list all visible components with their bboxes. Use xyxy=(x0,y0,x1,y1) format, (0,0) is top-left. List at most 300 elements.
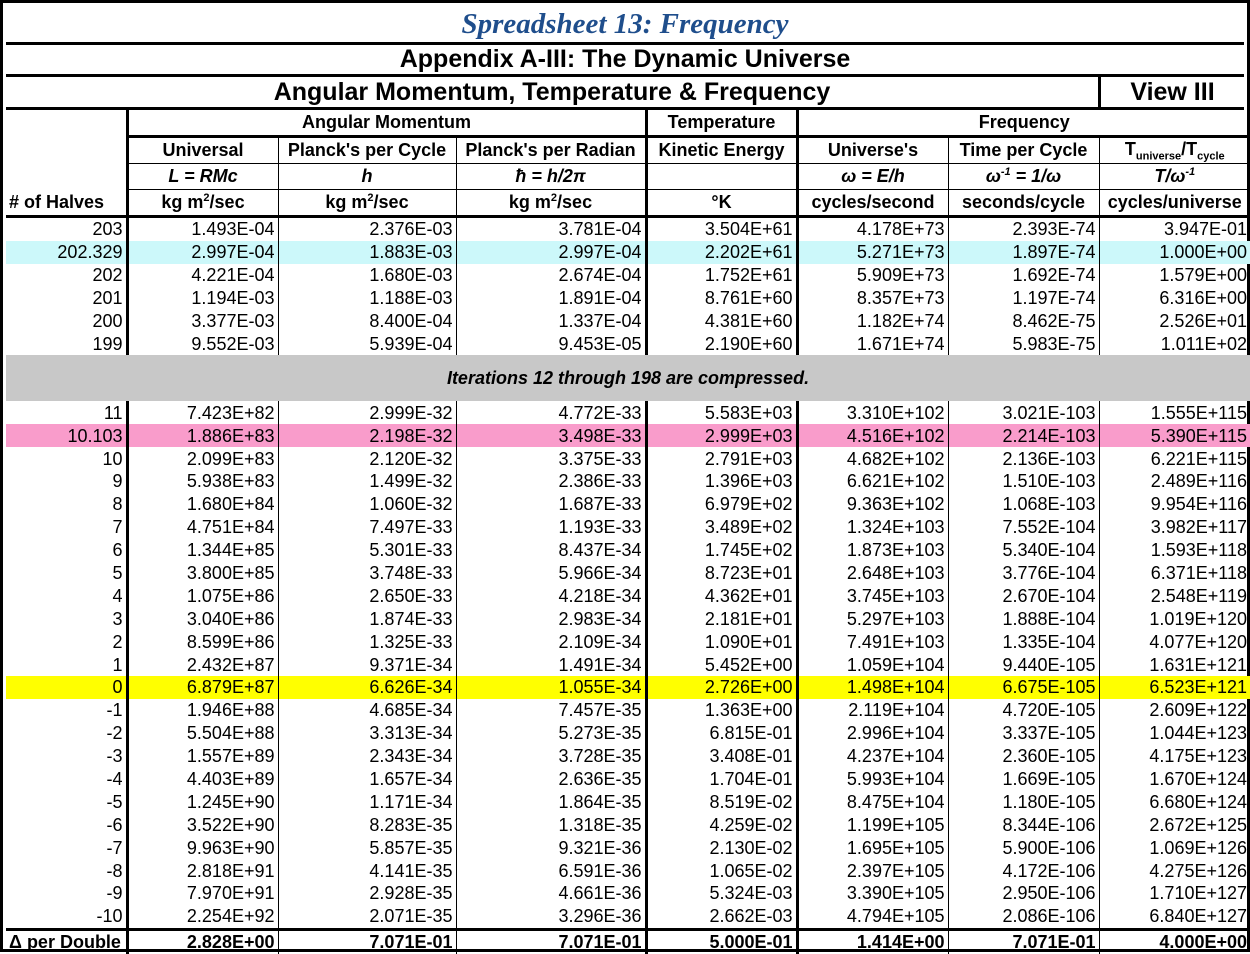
table-cell: 2.086E-106 xyxy=(948,905,1099,929)
section-subtitle xyxy=(6,77,1244,110)
row-halves-cell: 8 xyxy=(6,493,127,516)
page-title: Spreadsheet 13: Frequency xyxy=(6,6,1244,45)
table-cell: 8.475E+104 xyxy=(797,790,948,813)
table-row xyxy=(6,607,1250,630)
row-halves-cell: 1 xyxy=(6,653,127,676)
table-cell: 4.751E+84 xyxy=(127,516,278,539)
footer-cell: 7.071E-01 xyxy=(278,929,456,954)
table-cell: 1.657E-34 xyxy=(278,768,456,791)
table-cell: 4.172E-106 xyxy=(948,859,1099,882)
row-halves-cell: 203 xyxy=(6,217,127,241)
table-cell: 2.120E-32 xyxy=(278,447,456,470)
table-row xyxy=(6,882,1250,905)
table-cell: 2.928E-35 xyxy=(278,882,456,905)
table-cell: 1.044E+123 xyxy=(1149,723,1248,744)
table-cell: 5.301E-33 xyxy=(278,539,456,562)
table-row xyxy=(6,516,1250,539)
table-cell: 2.181E+01 xyxy=(646,607,797,630)
row-halves-cell: 5 xyxy=(6,562,127,585)
table-cell: 1.075E+86 xyxy=(127,584,278,607)
table-cell: 2.950E-106 xyxy=(948,882,1099,905)
table-cell: 1.555E+115 xyxy=(1150,402,1248,423)
table-row xyxy=(6,745,1250,768)
table-cell: 1.396E+03 xyxy=(646,470,797,493)
table-cell: 1.199E+105 xyxy=(797,813,948,836)
table-cell: 3.982E+117 xyxy=(1150,517,1248,538)
table-cell: 1.363E+00 xyxy=(646,699,797,722)
row-halves-cell: -1 xyxy=(6,699,127,722)
footer-cell: 7.071E-01 xyxy=(948,929,1099,954)
row-halves-cell: -2 xyxy=(6,722,127,745)
table-cell: 2.999E+03 xyxy=(646,424,797,447)
header-kinetic-energy: Kinetic Energy xyxy=(646,137,797,164)
table-cell: 6.675E-105 xyxy=(948,676,1099,699)
table-cell: 4.221E-04 xyxy=(127,264,278,287)
table-cell: 1.060E-32 xyxy=(278,493,456,516)
table-cell: 1.680E-03 xyxy=(278,264,456,287)
table-cell: 1.324E+103 xyxy=(797,516,948,539)
table-row xyxy=(6,836,1250,859)
footer-cell: 1.414E+00 xyxy=(797,929,948,954)
table-cell: 6.591E-36 xyxy=(456,859,646,882)
row-halves-cell: -8 xyxy=(6,859,127,882)
table-cell: 3.310E+102 xyxy=(797,401,948,424)
table-cell: 8.761E+60 xyxy=(646,287,797,310)
table-cell: 1.318E-35 xyxy=(456,813,646,836)
table-cell: 3.498E-33 xyxy=(456,424,646,447)
table-cell: 5.857E-35 xyxy=(278,836,456,859)
table-cell: 1.680E+84 xyxy=(127,493,278,516)
view-label: View III xyxy=(1098,77,1244,107)
header-plancks-cycle: Planck's per Cycle xyxy=(278,137,456,164)
table-cell: 1.344E+85 xyxy=(127,539,278,562)
table-cell: 4.259E-02 xyxy=(646,813,797,836)
table-cell: 2.726E+00 xyxy=(646,676,797,699)
table-cell: 9.321E-36 xyxy=(456,836,646,859)
table-cell: 9.453E-05 xyxy=(456,332,646,355)
table-cell: 1.019E+120 xyxy=(1149,608,1248,629)
table-cell: 7.552E-104 xyxy=(948,516,1099,539)
table-row xyxy=(6,722,1250,745)
table-row xyxy=(6,447,1250,470)
table-cell: 4.275E+126 xyxy=(1149,860,1248,881)
table-cell: 2.109E-34 xyxy=(456,630,646,653)
table-cell: 1.946E+88 xyxy=(127,699,278,722)
table-cell: 2.099E+83 xyxy=(127,447,278,470)
table-cell: 2.791E+03 xyxy=(646,447,797,470)
table-cell: 1.864E-35 xyxy=(456,790,646,813)
table-cell: 1.180E-105 xyxy=(948,790,1099,813)
table-cell: 1.692E-74 xyxy=(948,264,1099,287)
table-cell: 1.245E+90 xyxy=(127,790,278,813)
table-cell: 1.874E-33 xyxy=(278,607,456,630)
unit-universal: kg $m^2/\sec$ xyxy=(127,190,278,217)
unit-plancks-radian: kg $m^2/\sec$ xyxy=(456,190,646,217)
table-cell: 1.337E-04 xyxy=(456,310,646,333)
table-cell: 3.408E-01 xyxy=(646,745,797,768)
table-cell: 1.593E+118 xyxy=(1150,540,1248,561)
table-cell: 1.194E-03 xyxy=(127,287,278,310)
table-cell: 8.519E-02 xyxy=(646,790,797,813)
table-cell: 5.909E+73 xyxy=(797,264,948,287)
table-cell: 1.897E-74 xyxy=(948,241,1099,264)
row-halves-cell: -5 xyxy=(6,790,127,813)
row-halves-cell: 11 xyxy=(6,401,127,424)
table-cell: 1.891E-04 xyxy=(456,287,646,310)
table-cell: 5.966E-34 xyxy=(456,562,646,585)
table-cell: 5.504E+88 xyxy=(127,722,278,745)
table-cell: 3.375E-33 xyxy=(456,447,646,470)
table-row xyxy=(6,630,1250,653)
table-cell: 2.670E-104 xyxy=(948,584,1099,607)
table-cell: 4.720E-105 xyxy=(948,699,1099,722)
table-cell: 3.800E+85 xyxy=(127,562,278,585)
row-halves-cell: 7 xyxy=(6,516,127,539)
table-cell: 3.489E+02 xyxy=(646,516,797,539)
table-cell: 6.371E+118 xyxy=(1150,563,1248,584)
header-plancks-radian: Planck's per Radian xyxy=(456,137,646,164)
row-halves-cell: 10.103 xyxy=(6,424,127,447)
formula-universal: L = RMc xyxy=(127,164,278,190)
table-cell: 3.313E-34 xyxy=(278,722,456,745)
row-halves-cell: -4 xyxy=(6,768,127,791)
table-cell: 1.510E-103 xyxy=(948,470,1099,493)
table-cell: 5.271E+73 xyxy=(797,241,948,264)
row-halves-cell: -3 xyxy=(6,745,127,768)
table-cell: 5.324E-03 xyxy=(646,882,797,905)
table-cell: 6.523E+121 xyxy=(1099,676,1250,699)
table-cell: 4.175E+123 xyxy=(1149,746,1248,767)
table-cell: 6.815E-01 xyxy=(646,722,797,745)
table-cell: 6.879E+87 xyxy=(127,676,278,699)
formula-universes: ω = E/h xyxy=(797,164,948,190)
table-cell: 4.516E+102 xyxy=(797,424,948,447)
table-row xyxy=(6,401,1250,424)
table-cell: 3.504E+61 xyxy=(646,217,797,241)
table-cell: 2.674E-04 xyxy=(456,264,646,287)
table-row xyxy=(6,905,1250,929)
table-cell: 1.197E-74 xyxy=(948,287,1099,310)
table-cell: 3.021E-103 xyxy=(948,401,1099,424)
table-cell: 4.237E+104 xyxy=(797,745,948,768)
table-cell: 5.297E+103 xyxy=(797,607,948,630)
table-cell: 1.491E-34 xyxy=(456,653,646,676)
table-cell: 1.011E+02 xyxy=(1160,333,1248,354)
table-cell: 5.939E-04 xyxy=(278,332,456,355)
table-cell: 2.071E-35 xyxy=(278,905,456,929)
table-cell: 1.069E+126 xyxy=(1149,837,1248,858)
table-cell: 2.136E-103 xyxy=(948,447,1099,470)
table-cell: 1.745E+02 xyxy=(646,539,797,562)
table-cell: 1.188E-03 xyxy=(278,287,456,310)
table-cell: 2.636E-35 xyxy=(456,768,646,791)
table-cell: 6.680E+124 xyxy=(1149,791,1248,812)
table-cell: 3.781E-04 xyxy=(456,217,646,241)
table-cell: 1.886E+83 xyxy=(127,424,278,447)
table-cell: 4.362E+01 xyxy=(646,584,797,607)
header-universal: Universal xyxy=(127,137,278,164)
table-cell: 4.661E-36 xyxy=(456,882,646,905)
table-row xyxy=(6,653,1250,676)
appendix-title: Appendix A-III: The Dynamic Universe xyxy=(6,45,1244,77)
table-cell: 1.068E-103 xyxy=(948,493,1099,516)
row-halves-cell: 0 xyxy=(6,676,127,699)
table-row xyxy=(6,768,1250,791)
table-cell: 1.059E+104 xyxy=(797,653,948,676)
table-cell: 3.040E+86 xyxy=(127,607,278,630)
table-cell: 4.077E+120 xyxy=(1149,631,1248,652)
table-cell: 5.938E+83 xyxy=(127,470,278,493)
table-cell: 6.621E+102 xyxy=(797,470,948,493)
table-cell: 1.704E-01 xyxy=(646,768,797,791)
table-cell: 9.440E-105 xyxy=(948,653,1099,676)
row-halves-cell: 2 xyxy=(6,630,127,653)
table-row xyxy=(6,699,1250,722)
table-cell: 7.423E+82 xyxy=(127,401,278,424)
table-row xyxy=(6,539,1250,562)
table-cell: 3.377E-03 xyxy=(127,310,278,333)
subtitle-text: Angular Momentum, Temperature & Frequency xyxy=(273,78,831,106)
table-cell: 1.883E-03 xyxy=(278,241,456,264)
table-cell: 5.273E-35 xyxy=(456,722,646,745)
table-cell: 1.888E-104 xyxy=(948,607,1099,630)
table-cell: 2.214E-103 xyxy=(948,424,1099,447)
table-cell: 2.609E+122 xyxy=(1149,700,1248,721)
table-cell: 1.335E-104 xyxy=(948,630,1099,653)
table-cell: 2.397E+105 xyxy=(797,859,948,882)
table-cell: 2.343E-34 xyxy=(278,745,456,768)
row-halves-cell: -6 xyxy=(6,813,127,836)
header-universes: Universe's xyxy=(797,137,948,164)
table-cell: 2.119E+104 xyxy=(797,699,948,722)
unit-kelvin: °K xyxy=(646,190,797,217)
table-cell: 1.055E-34 xyxy=(456,676,646,699)
table-cell: 7.497E-33 xyxy=(278,516,456,539)
header-halves: # of Halves xyxy=(6,190,127,217)
table-row xyxy=(6,264,1250,287)
formula-plancks-cycle: h xyxy=(278,164,456,190)
table-cell: 1.193E-33 xyxy=(456,516,646,539)
table-cell: 2.202E+61 xyxy=(646,241,797,264)
table-cell: 2.489E+116 xyxy=(1150,471,1248,492)
table-cell: 2.198E-32 xyxy=(278,424,456,447)
table-cell: 2.130E-02 xyxy=(646,836,797,859)
table-cell: 1.325E-33 xyxy=(278,630,456,653)
table-cell: 1.000E+00 xyxy=(1099,241,1250,264)
table-cell: 2.386E-33 xyxy=(456,470,646,493)
row-halves-cell: 3 xyxy=(6,607,127,630)
table-cell: 1.695E+105 xyxy=(797,836,948,859)
table-cell: 9.954E+116 xyxy=(1150,494,1248,515)
row-halves-cell: 202 xyxy=(6,264,127,287)
row-halves-cell: 10 xyxy=(6,447,127,470)
table-cell: 3.745E+103 xyxy=(797,584,948,607)
row-halves-cell: 6 xyxy=(6,539,127,562)
footer-cell: 2.828E+00 xyxy=(127,929,278,954)
table-cell: 2.818E+91 xyxy=(127,859,278,882)
table-cell: 2.997E-04 xyxy=(127,241,278,264)
formula-time-per-cycle: $\omega^{-1} = 1/\omega$ xyxy=(948,164,1099,190)
row-halves-cell: -9 xyxy=(6,882,127,905)
table-row xyxy=(6,310,1250,333)
table-cell: 2.376E-03 xyxy=(278,217,456,241)
table-row xyxy=(6,470,1250,493)
table-cell: 2.393E-74 xyxy=(948,217,1099,241)
table-cell: 8.357E+73 xyxy=(797,287,948,310)
footer-cell: 7.071E-01 xyxy=(456,929,646,954)
footer-cell: 5.000E-01 xyxy=(646,929,797,954)
table-cell: 3.337E-105 xyxy=(948,722,1099,745)
table-cell: 2.996E+104 xyxy=(797,722,948,745)
compressed-note: Iterations 12 through 198 are compressed. xyxy=(6,355,1250,401)
table-row xyxy=(6,562,1250,585)
table-cell: 1.669E-105 xyxy=(948,768,1099,791)
table-cell: 9.963E+90 xyxy=(127,836,278,859)
table-cell: 6.316E+00 xyxy=(1159,288,1248,309)
table-cell: 4.178E+73 xyxy=(797,217,948,241)
table-cell: 2.432E+87 xyxy=(127,653,278,676)
table-cell: 6.840E+127 xyxy=(1149,906,1248,927)
footer-row xyxy=(6,929,1250,954)
table-row xyxy=(6,217,1250,241)
table-row xyxy=(6,859,1250,882)
group-angular-momentum: Angular Momentum xyxy=(127,110,646,137)
table-cell: 1.579E+00 xyxy=(1159,265,1248,286)
table-cell: 1.687E-33 xyxy=(456,493,646,516)
compressed-note-row xyxy=(6,355,1250,401)
table-row xyxy=(6,241,1250,264)
formula-ratio: $T/\omega^{-1}$ xyxy=(1099,164,1250,190)
table-row xyxy=(6,790,1250,813)
table-cell: 2.997E-04 xyxy=(456,241,646,264)
table-cell: 1.499E-32 xyxy=(278,470,456,493)
table-cell: 2.548E+119 xyxy=(1150,585,1248,606)
header-ratio: $T_{universe}/T_{cycle}$ xyxy=(1124,138,1225,163)
table-row xyxy=(6,287,1250,310)
table-cell: 3.947E-01 xyxy=(1163,219,1248,240)
table-cell: 5.583E+03 xyxy=(646,401,797,424)
table-cell: 2.650E-33 xyxy=(278,584,456,607)
table-cell: 1.670E+124 xyxy=(1149,769,1248,790)
table-cell: 1.065E-02 xyxy=(646,859,797,882)
table-cell: 2.672E+125 xyxy=(1149,814,1248,835)
table-cell: 1.873E+103 xyxy=(797,539,948,562)
table-cell: 4.381E+60 xyxy=(646,310,797,333)
table-cell: 1.090E+01 xyxy=(646,630,797,653)
table-cell: 2.190E+60 xyxy=(646,332,797,355)
table-cell: 1.182E+74 xyxy=(797,310,948,333)
table-cell: 5.340E-104 xyxy=(948,539,1099,562)
table-cell: 4.141E-35 xyxy=(278,859,456,882)
table-cell: 1.498E+104 xyxy=(797,676,948,699)
table-cell: 4.772E-33 xyxy=(456,401,646,424)
table-cell: 4.682E+102 xyxy=(797,447,948,470)
table-cell: 9.371E-34 xyxy=(278,653,456,676)
table-cell: 8.400E-04 xyxy=(278,310,456,333)
row-halves-cell: -7 xyxy=(6,836,127,859)
row-halves-cell: 4 xyxy=(6,584,127,607)
table-row xyxy=(6,813,1250,836)
table-cell: 5.390E+115 xyxy=(1099,424,1250,447)
unit-cycles-per-universe: cycles/universe xyxy=(1099,190,1250,217)
table-cell: 9.552E-03 xyxy=(127,332,278,355)
table-cell: 8.437E-34 xyxy=(456,539,646,562)
table-cell: 7.491E+103 xyxy=(797,630,948,653)
formula-plancks-radian: ħ = h/2π xyxy=(456,164,646,190)
table-cell: 4.794E+105 xyxy=(797,905,948,929)
table-cell: 8.344E-106 xyxy=(948,813,1099,836)
table-cell: 2.254E+92 xyxy=(127,905,278,929)
table-row xyxy=(6,424,1250,447)
row-halves-cell: 200 xyxy=(6,310,127,333)
table-cell: 8.599E+86 xyxy=(127,630,278,653)
group-frequency: Frequency xyxy=(797,110,1250,137)
table-cell: 1.557E+89 xyxy=(127,745,278,768)
table-cell: 1.493E-04 xyxy=(127,217,278,241)
row-halves-cell: 9 xyxy=(6,470,127,493)
table-cell: 2.360E-105 xyxy=(948,745,1099,768)
table-cell: 8.723E+01 xyxy=(646,562,797,585)
table-cell: 2.999E-32 xyxy=(278,401,456,424)
table-cell: 2.526E+01 xyxy=(1159,311,1248,331)
footer-cell: 4.000E+00 xyxy=(1099,929,1250,954)
table-cell: 2.648E+103 xyxy=(797,562,948,585)
table-cell: 5.452E+00 xyxy=(646,653,797,676)
table-cell: 4.403E+89 xyxy=(127,768,278,791)
table-row xyxy=(6,676,1250,699)
table-cell: 2.662E-03 xyxy=(646,905,797,929)
table-cell: 1.631E+121 xyxy=(1149,654,1248,675)
data-table xyxy=(6,110,1250,954)
table-cell: 7.457E-35 xyxy=(456,699,646,722)
table-cell: 3.776E-104 xyxy=(948,562,1099,585)
unit-cycles-per-second: cycles/second xyxy=(797,190,948,217)
table-cell: 9.363E+102 xyxy=(797,493,948,516)
table-cell: 1.710E+127 xyxy=(1149,883,1248,904)
table-row xyxy=(6,493,1250,516)
row-halves-cell: 199 xyxy=(6,332,127,355)
table-cell: 3.748E-33 xyxy=(278,562,456,585)
row-halves-cell: 202.329 xyxy=(6,241,127,264)
table-cell: 6.979E+02 xyxy=(646,493,797,516)
table-cell: 3.296E-36 xyxy=(456,905,646,929)
table-cell: 7.970E+91 xyxy=(127,882,278,905)
table-row xyxy=(6,584,1250,607)
footer-label: Δ per Double xyxy=(6,929,127,954)
table-cell: 3.390E+105 xyxy=(797,882,948,905)
group-temperature: Temperature xyxy=(646,110,797,137)
table-cell: 3.522E+90 xyxy=(127,813,278,836)
table-cell: 4.685E-34 xyxy=(278,699,456,722)
table-cell: 8.462E-75 xyxy=(948,310,1099,333)
table-cell: 5.900E-106 xyxy=(948,836,1099,859)
table-cell: 8.283E-35 xyxy=(278,813,456,836)
table-cell: 6.221E+115 xyxy=(1150,448,1248,469)
row-halves-cell: 201 xyxy=(6,287,127,310)
table-row xyxy=(6,332,1250,355)
unit-seconds-per-cycle: seconds/cycle xyxy=(948,190,1099,217)
table-cell: 4.218E-34 xyxy=(456,584,646,607)
unit-plancks-cycle: kg $m^2/\sec$ xyxy=(278,190,456,217)
header-time-per-cycle: Time per Cycle xyxy=(948,137,1099,164)
table-cell: 6.626E-34 xyxy=(278,676,456,699)
table-cell: 5.983E-75 xyxy=(948,332,1099,355)
table-cell: 1.171E-34 xyxy=(278,790,456,813)
table-cell: 1.752E+61 xyxy=(646,264,797,287)
table-cell: 3.728E-35 xyxy=(456,745,646,768)
table-cell: 2.983E-34 xyxy=(456,607,646,630)
table-cell: 5.993E+104 xyxy=(797,768,948,791)
